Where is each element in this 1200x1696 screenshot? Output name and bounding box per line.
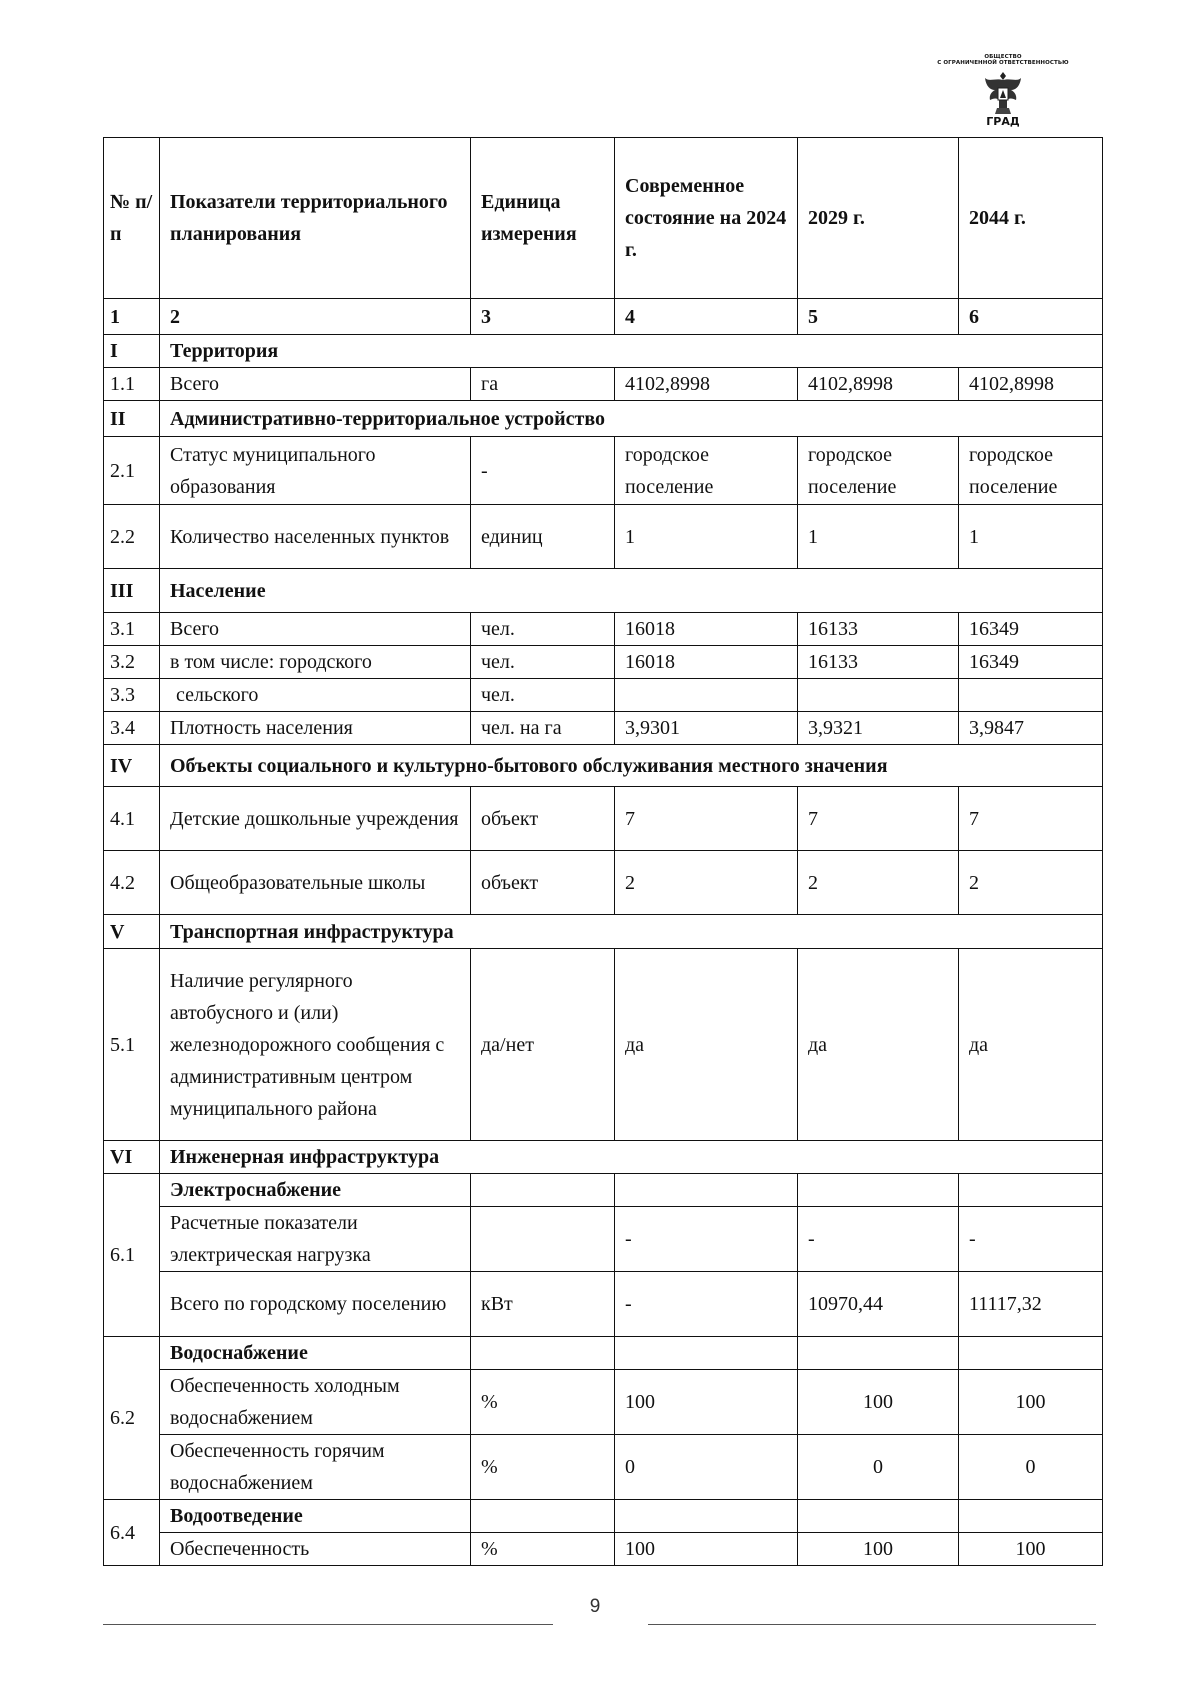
row-value-2029: 100 bbox=[798, 1370, 959, 1435]
row-value-2044: 4102,8998 bbox=[959, 368, 1103, 401]
table-row bbox=[104, 712, 1103, 745]
table-header-row bbox=[104, 138, 1103, 299]
table-row bbox=[104, 679, 1103, 712]
section-num: I bbox=[104, 335, 160, 368]
col-number: 2 bbox=[160, 299, 471, 335]
section-title: Административно-территориальное устройство bbox=[160, 401, 1103, 437]
row-value-2044: 16349 bbox=[959, 613, 1103, 646]
row-value-2044: 100 bbox=[959, 1533, 1103, 1566]
row-num: 3.2 bbox=[104, 646, 160, 679]
table-row bbox=[104, 646, 1103, 679]
row-value-current: - bbox=[615, 1207, 798, 1272]
column-numbers-row bbox=[104, 299, 1103, 335]
footer-divider-left bbox=[103, 1624, 553, 1625]
table-row bbox=[104, 1533, 1103, 1566]
row-name: Обеспеченность холодным водоснабжением bbox=[160, 1370, 471, 1435]
row-value-2029: да bbox=[798, 949, 959, 1141]
row-name: в том числе: городского bbox=[160, 646, 471, 679]
header-current: Современное состояние на 2024 г. bbox=[615, 138, 798, 299]
section-row bbox=[104, 1141, 1103, 1174]
row-unit: % bbox=[471, 1370, 615, 1435]
row-unit: % bbox=[471, 1533, 615, 1566]
page-footer bbox=[0, 1596, 1200, 1626]
row-value-2029: 3,9321 bbox=[798, 712, 959, 745]
row-value-2044: 0 bbox=[959, 1435, 1103, 1500]
row-value-2044: 2 bbox=[959, 851, 1103, 915]
row-value-current: да bbox=[615, 949, 798, 1141]
col-number: 5 bbox=[798, 299, 959, 335]
header-num: № п/п bbox=[104, 138, 160, 299]
subsection-row bbox=[104, 1500, 1103, 1533]
col-number: 6 bbox=[959, 299, 1103, 335]
section-title: Территория bbox=[160, 335, 1103, 368]
section-num: III bbox=[104, 569, 160, 613]
row-unit: чел. bbox=[471, 646, 615, 679]
row-num: 6.1 bbox=[104, 1174, 160, 1337]
row-num: 4.2 bbox=[104, 851, 160, 915]
table-row bbox=[104, 851, 1103, 915]
row-name: Детские дошкольные учреждения bbox=[160, 787, 471, 851]
row-unit: чел. bbox=[471, 613, 615, 646]
col-number: 4 bbox=[615, 299, 798, 335]
row-value-current: 0 bbox=[615, 1435, 798, 1500]
row-name: Всего bbox=[160, 368, 471, 401]
logo-org-line-2: С ОГРАНИЧЕННОЙ ОТВЕТСТВЕННОСТЬЮ bbox=[937, 60, 1069, 66]
row-num: 1.1 bbox=[104, 368, 160, 401]
row-value-current: 1 bbox=[615, 505, 798, 569]
row-value-2029: 16133 bbox=[798, 613, 959, 646]
subsection-title: Водоотведение bbox=[160, 1500, 471, 1533]
row-unit: единиц bbox=[471, 505, 615, 569]
page-number: 9 bbox=[589, 1596, 601, 1617]
row-value-2029: 2 bbox=[798, 851, 959, 915]
row-name: Количество населенных пунктов bbox=[160, 505, 471, 569]
row-unit bbox=[471, 1207, 615, 1272]
row-unit: чел. на га bbox=[471, 712, 615, 745]
row-value-2044: 7 bbox=[959, 787, 1103, 851]
row-num: 6.4 bbox=[104, 1500, 160, 1566]
row-name: Общеобразовательные школы bbox=[160, 851, 471, 915]
table-row bbox=[104, 787, 1103, 851]
section-row bbox=[104, 335, 1103, 368]
header-indicator: Показатели территориального планирования bbox=[160, 138, 471, 299]
row-num: 2.2 bbox=[104, 505, 160, 569]
section-title: Объекты социального и культурно-бытового обслуживания местного значения bbox=[160, 745, 1103, 787]
row-value-current: 7 bbox=[615, 787, 798, 851]
eagle-emblem-icon bbox=[983, 68, 1023, 116]
row-unit: кВт bbox=[471, 1272, 615, 1337]
row-num: 3.4 bbox=[104, 712, 160, 745]
row-num: 2.1 bbox=[104, 437, 160, 505]
row-unit: % bbox=[471, 1435, 615, 1500]
section-row bbox=[104, 745, 1103, 787]
table-row bbox=[104, 1207, 1103, 1272]
row-value-2029 bbox=[798, 679, 959, 712]
row-value-2029: - bbox=[798, 1207, 959, 1272]
row-num: 3.1 bbox=[104, 613, 160, 646]
row-value-current: 4102,8998 bbox=[615, 368, 798, 401]
footer-divider-right bbox=[648, 1624, 1096, 1625]
section-num: V bbox=[104, 915, 160, 949]
header-2029: 2029 г. bbox=[798, 138, 959, 299]
col-number: 1 bbox=[104, 299, 160, 335]
row-value-current: 16018 bbox=[615, 646, 798, 679]
row-value-current: 16018 bbox=[615, 613, 798, 646]
table-row bbox=[104, 1435, 1103, 1500]
col-number: 3 bbox=[471, 299, 615, 335]
row-num: 6.2 bbox=[104, 1337, 160, 1500]
section-row bbox=[104, 401, 1103, 437]
row-value-2029: 100 bbox=[798, 1533, 959, 1566]
row-value-2029: 4102,8998 bbox=[798, 368, 959, 401]
row-value-2044: 3,9847 bbox=[959, 712, 1103, 745]
row-name: Наличие регулярного автобусного и (или) железнодорожного сообщения с административным центром муниципального района bbox=[160, 949, 471, 1141]
row-unit: га bbox=[471, 368, 615, 401]
section-title: Инженерная инфраструктура bbox=[160, 1141, 1103, 1174]
section-num: VI bbox=[104, 1141, 160, 1174]
row-value-current bbox=[615, 679, 798, 712]
table-row bbox=[104, 505, 1103, 569]
row-name: Плотность населения bbox=[160, 712, 471, 745]
header-2044: 2044 г. bbox=[959, 138, 1103, 299]
row-unit: объект bbox=[471, 851, 615, 915]
subsection-title: Электроснабжение bbox=[160, 1174, 471, 1207]
row-value-current: 2 bbox=[615, 851, 798, 915]
row-value-2044: 1 bbox=[959, 505, 1103, 569]
table-row bbox=[104, 437, 1103, 505]
row-value-2044: - bbox=[959, 1207, 1103, 1272]
row-name: сельского bbox=[160, 679, 471, 712]
row-unit: чел. bbox=[471, 679, 615, 712]
row-name: Статус муниципального образования bbox=[160, 437, 471, 505]
row-value-2044 bbox=[959, 679, 1103, 712]
row-num: 3.3 bbox=[104, 679, 160, 712]
row-value-2029: городское поселение bbox=[798, 437, 959, 505]
row-name: Расчетные показатели электрическая нагрузка bbox=[160, 1207, 471, 1272]
row-value-2029: 7 bbox=[798, 787, 959, 851]
section-num: IV bbox=[104, 745, 160, 787]
row-value-current: - bbox=[615, 1272, 798, 1337]
logo-org-line-1: ОБЩЕСТВО bbox=[984, 54, 1022, 60]
row-value-2044: городское поселение bbox=[959, 437, 1103, 505]
row-num: 4.1 bbox=[104, 787, 160, 851]
row-value-2029: 0 bbox=[798, 1435, 959, 1500]
row-unit: объект bbox=[471, 787, 615, 851]
row-num: 5.1 bbox=[104, 949, 160, 1141]
section-num: II bbox=[104, 401, 160, 437]
row-unit: да/нет bbox=[471, 949, 615, 1141]
subsection-row bbox=[104, 1337, 1103, 1370]
row-value-2029: 16133 bbox=[798, 646, 959, 679]
row-value-2029: 10970,44 bbox=[798, 1272, 959, 1337]
table-row bbox=[104, 368, 1103, 401]
row-value-2044: 16349 bbox=[959, 646, 1103, 679]
row-value-2044: да bbox=[959, 949, 1103, 1141]
section-row bbox=[104, 915, 1103, 949]
row-name: Всего по городскому поселению bbox=[160, 1272, 471, 1337]
table-row bbox=[104, 949, 1103, 1141]
section-title: Транспортная инфраструктура bbox=[160, 915, 1103, 949]
row-name: Обеспеченность горячим водоснабжением bbox=[160, 1435, 471, 1500]
row-value-current: 100 bbox=[615, 1533, 798, 1566]
row-value-current: 3,9301 bbox=[615, 712, 798, 745]
company-logo bbox=[918, 54, 1088, 138]
row-value-2044: 100 bbox=[959, 1370, 1103, 1435]
row-value-current: 100 bbox=[615, 1370, 798, 1435]
table-row bbox=[104, 1370, 1103, 1435]
row-value-2029: 1 bbox=[798, 505, 959, 569]
subsection-row bbox=[104, 1174, 1103, 1207]
header-unit: Единица измерения bbox=[471, 138, 615, 299]
logo-brand: ГРАД bbox=[986, 115, 1020, 128]
row-unit: - bbox=[471, 437, 615, 505]
planning-indicators-table bbox=[103, 137, 1103, 1566]
table-row bbox=[104, 1272, 1103, 1337]
row-value-2044: 11117,32 bbox=[959, 1272, 1103, 1337]
row-name: Обеспеченность bbox=[160, 1533, 471, 1566]
subsection-title: Водоснабжение bbox=[160, 1337, 471, 1370]
row-value-current: городское поселение bbox=[615, 437, 798, 505]
table-row bbox=[104, 613, 1103, 646]
section-row bbox=[104, 569, 1103, 613]
row-name: Всего bbox=[160, 613, 471, 646]
section-title: Население bbox=[160, 569, 1103, 613]
